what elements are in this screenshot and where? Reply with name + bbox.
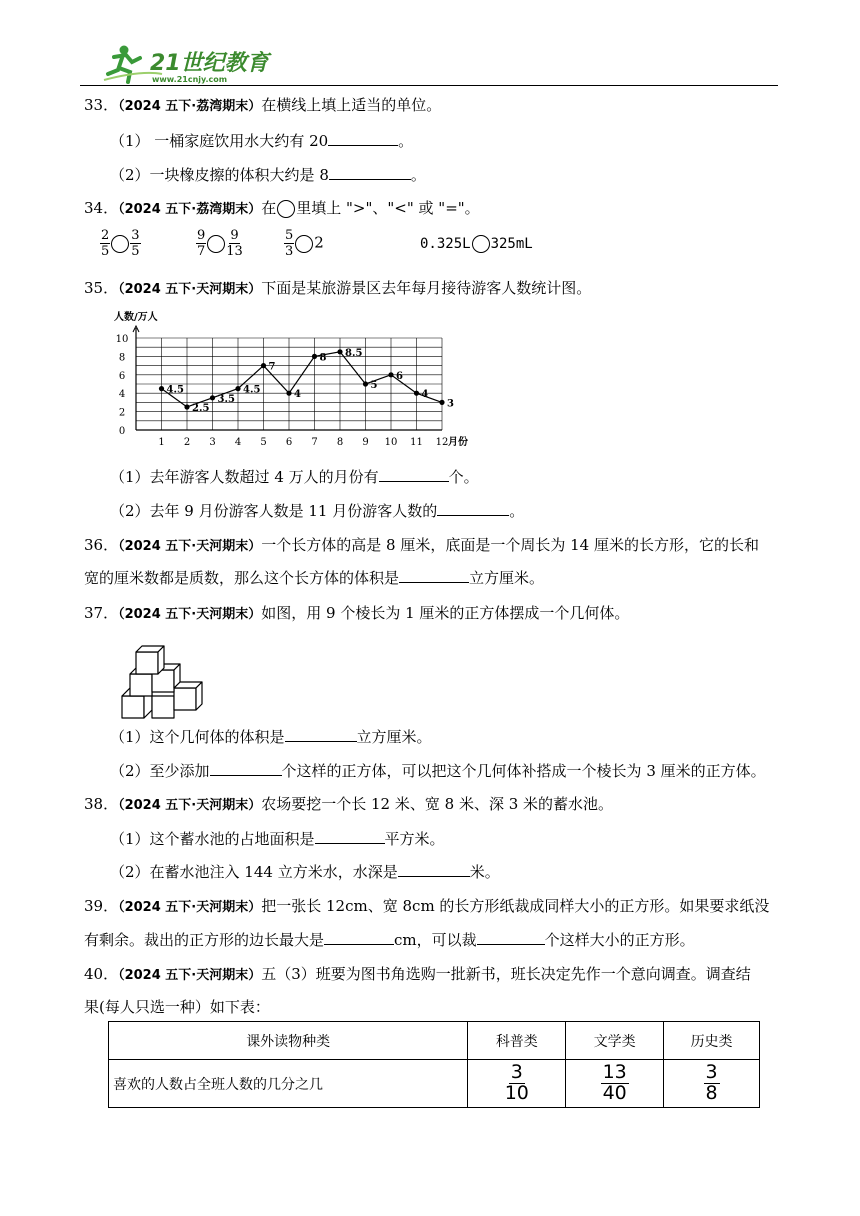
q33-sub1-end: 。	[398, 132, 414, 150]
y-tick-label: 10	[115, 334, 129, 345]
q36-text2: 宽的厘米数都是质数，那么这个长方体的体积是	[84, 569, 400, 587]
q35-sub2-text: （2）去年 9 月份游客人数是 11 月份游客人数的	[110, 502, 438, 520]
data-label: 4.5	[166, 384, 184, 396]
data-point	[235, 386, 240, 391]
x-tick-label: 3	[209, 437, 216, 448]
q33-blank1[interactable]	[328, 132, 398, 146]
table-header-cell: 课外读物种类	[109, 1022, 468, 1060]
fraction: $\frac{9}{7}$	[197, 228, 206, 259]
q37-source: （2024 五下·天河期末）	[118, 607, 262, 622]
q38-sub1-end: 平方米。	[384, 830, 445, 848]
fraction: $\frac{9}{13}$	[226, 228, 243, 259]
y-tick-label: 0	[118, 426, 126, 437]
q34-pre: 在	[261, 199, 277, 217]
y-tick-label: 6	[118, 370, 126, 382]
y-tick-label: 8	[118, 352, 126, 364]
q37-number: 37．	[84, 604, 119, 622]
q39-blank1[interactable]	[324, 931, 394, 945]
header-divider	[80, 85, 778, 86]
q39-source: （2024 五下·天河期末）	[118, 900, 262, 915]
q38-blank1[interactable]	[315, 830, 385, 844]
q33-source: （2024 五下·荔湾期末）	[118, 99, 262, 114]
q40-text2: 果(每人只选一种）如下表：	[84, 998, 270, 1016]
q37-blank2[interactable]	[210, 762, 282, 776]
q36-line1	[84, 534, 759, 555]
data-point	[363, 381, 368, 386]
fraction: $\frac{3}{10}$	[504, 1061, 529, 1104]
table-row-label: 喜欢的人数占全班人数的几分之几	[109, 1060, 468, 1108]
q35-sub1	[110, 466, 479, 487]
q40-text1: 五（3）班要为图书角选购一批新书，班长决定先作一个意向调查。调查结	[261, 965, 751, 983]
table-cell	[468, 1060, 566, 1108]
q33-sub2-text: （2）一块橡皮擦的体积大约是 8	[110, 166, 329, 184]
q34-item3-b: 2	[314, 233, 324, 252]
cubes-figure	[116, 634, 206, 720]
q38-text: 农场要挖一个长 12 米、宽 8 米、深 3 米的蓄水池。	[261, 795, 614, 813]
q33-sub2	[110, 164, 426, 185]
data-label: 2.5	[192, 403, 210, 414]
table-row	[109, 1060, 760, 1108]
q40-number: 40．	[84, 965, 119, 983]
logo-brand: 21世纪教育	[150, 51, 269, 76]
data-point	[414, 391, 419, 396]
data-point	[439, 400, 444, 405]
q38-number: 38．	[84, 795, 119, 813]
q39-text2a: 有剩余。裁出的正方形的边长最大是	[84, 931, 325, 949]
data-label: 7	[268, 361, 276, 373]
q39-text2b: cm，可以裁	[394, 931, 477, 949]
data-label: 3	[447, 398, 454, 410]
q34-circle4[interactable]	[472, 235, 490, 253]
q39-number: 39．	[84, 897, 119, 915]
q37-sub2-end: 个这样的正方体，可以把这个几何体补搭成一个棱长为 3 厘米的正方体。	[281, 762, 766, 780]
data-point	[261, 363, 266, 368]
q37-blank1[interactable]	[285, 728, 357, 742]
q34-item1	[100, 229, 141, 258]
data-label: 8.5	[345, 347, 363, 359]
x-tick-label: 12	[435, 437, 449, 448]
data-label: 3.5	[217, 393, 235, 405]
logo-url: www.21cnjy.com	[152, 75, 228, 84]
x-tick-label: 1	[158, 437, 165, 448]
q38-source: （2024 五下·天河期末）	[118, 798, 262, 813]
q33-sub1-text: （1） 一桶家庭饮用水大约有 20	[110, 132, 329, 150]
q35-source: （2024 五下·天河期末）	[118, 282, 262, 297]
table-header-row	[109, 1022, 760, 1060]
q36-text1: 一个长方体的高是 8 厘米，底面是一个周长为 14 厘米的长方形，它的长和	[261, 536, 759, 554]
fraction: $\frac{3}{8}$	[705, 1061, 718, 1104]
q34-item3	[284, 229, 324, 258]
y-tick-label: 2	[118, 407, 126, 419]
x-tick-label: 2	[183, 437, 191, 448]
x-tick-label: 10	[384, 437, 398, 448]
q35-sub2	[110, 500, 524, 521]
q37-title	[84, 602, 629, 623]
q40-line2	[84, 996, 270, 1017]
data-label: 8	[319, 352, 327, 364]
q37-sub1-text: （1）这个几何体的体积是	[110, 728, 285, 746]
q40-line1	[84, 963, 751, 984]
fraction: $\frac{2}{5}$	[101, 228, 110, 259]
survey-table	[108, 1021, 760, 1108]
table-cell	[566, 1060, 664, 1108]
q36-line2	[84, 567, 544, 588]
q37-text: 如图，用 9 个棱长为 1 厘米的正方体摆成一个几何体。	[261, 604, 630, 622]
compare-circle-icon	[277, 200, 295, 218]
q36-blank[interactable]	[399, 569, 469, 583]
q34-item4	[420, 235, 533, 253]
x-axis-label: 月份	[448, 437, 468, 448]
q34-circle1[interactable]	[111, 235, 129, 253]
q33-text: 在横线上填上适当的单位。	[261, 96, 442, 114]
q33-number: 33．	[84, 96, 119, 114]
q33-sub2-end: 。	[410, 166, 426, 184]
y-axis-label: 人数/万人	[114, 312, 158, 323]
q33-title	[84, 94, 441, 115]
x-tick-label: 11	[410, 437, 423, 448]
x-tick-label: 4	[234, 437, 242, 448]
q37-sub1	[110, 726, 432, 747]
q38-blank2[interactable]	[398, 863, 470, 877]
q35-sub1-text: （1）去年游客人数超过 4 万人的月份有	[110, 468, 379, 486]
x-tick-label: 7	[311, 437, 318, 448]
table-cell	[664, 1060, 760, 1108]
q35-sub2-end: 。	[509, 502, 525, 520]
data-point	[210, 395, 215, 400]
data-point	[312, 354, 317, 359]
data-point	[159, 386, 164, 391]
fraction: $\frac{5}{3}$	[285, 228, 294, 259]
q39-text1: 把一张长 12cm、宽 8cm 的长方形纸裁成同样大小的正方形。如果要求纸没	[261, 897, 770, 915]
q34-title	[84, 197, 480, 218]
q38-title	[84, 793, 613, 814]
data-label: 4	[294, 389, 301, 401]
q37-sub2	[110, 760, 766, 781]
x-tick-label: 6	[285, 437, 293, 448]
q35-number: 35．	[84, 279, 119, 297]
q34-item2	[196, 229, 243, 258]
data-point	[337, 349, 342, 354]
y-tick-label: 4	[118, 389, 126, 401]
data-label: 4.5	[243, 384, 261, 396]
q36-number: 36．	[84, 536, 119, 554]
q38-sub2-end: 米。	[469, 863, 500, 881]
fraction: $\frac{13}{40}$	[602, 1061, 627, 1104]
q38-sub2	[110, 861, 500, 882]
q40-source: （2024 五下·天河期末）	[118, 968, 262, 983]
q35-title	[84, 277, 591, 298]
table-header-cell: 历史类	[664, 1022, 760, 1060]
q37-sub2-text: （2）至少添加	[110, 762, 210, 780]
data-point	[388, 372, 393, 377]
q35-blank2[interactable]	[437, 502, 509, 516]
q36-source: （2024 五下·天河期末）	[118, 539, 262, 554]
q34-circle3[interactable]	[295, 235, 313, 253]
q39-text2-end: 个这样大小的正方形。	[544, 931, 695, 949]
line-chart	[110, 308, 490, 450]
q39-line2	[84, 929, 695, 950]
q34-item4-a: 0.325L	[420, 236, 471, 252]
table-header-cell: 文学类	[566, 1022, 664, 1060]
q35-sub1-end: 个。	[448, 468, 479, 486]
q38-sub1	[110, 828, 445, 849]
q34-number: 34．	[84, 199, 119, 217]
q39-line1	[84, 895, 769, 916]
fraction: $\frac{3}{5}$	[131, 228, 140, 259]
data-label: 6	[396, 370, 403, 382]
q37-sub1-end: 立方厘米。	[356, 728, 432, 746]
q39-blank2[interactable]	[477, 931, 545, 945]
q38-sub2-text: （2）在蓄水池注入 144 立方米水，水深是	[110, 863, 398, 881]
logo-21cnjy	[102, 40, 272, 88]
q36-text2-end: 立方厘米。	[469, 569, 545, 587]
q34-circle2[interactable]	[207, 235, 225, 253]
data-label: 4	[421, 389, 429, 401]
q34-post: 里填上 ">"、"<" 或 "="。	[296, 199, 480, 217]
q35-blank1[interactable]	[379, 468, 449, 482]
data-point	[286, 391, 291, 396]
x-tick-label: 9	[362, 437, 369, 448]
data-point	[184, 404, 189, 409]
q38-sub1-text: （1）这个蓄水池的占地面积是	[110, 830, 315, 848]
table-header-cell: 科普类	[468, 1022, 566, 1060]
x-tick-label: 5	[260, 437, 267, 448]
q35-text: 下面是某旅游景区去年每月接待游客人数统计图。	[261, 279, 592, 297]
q33-sub1	[110, 130, 413, 151]
q33-blank2[interactable]	[329, 166, 411, 180]
x-tick-label: 8	[336, 437, 344, 448]
q34-source: （2024 五下·荔湾期末）	[118, 202, 262, 217]
q34-item4-b: 325mL	[490, 236, 533, 252]
data-label: 5	[370, 380, 378, 391]
